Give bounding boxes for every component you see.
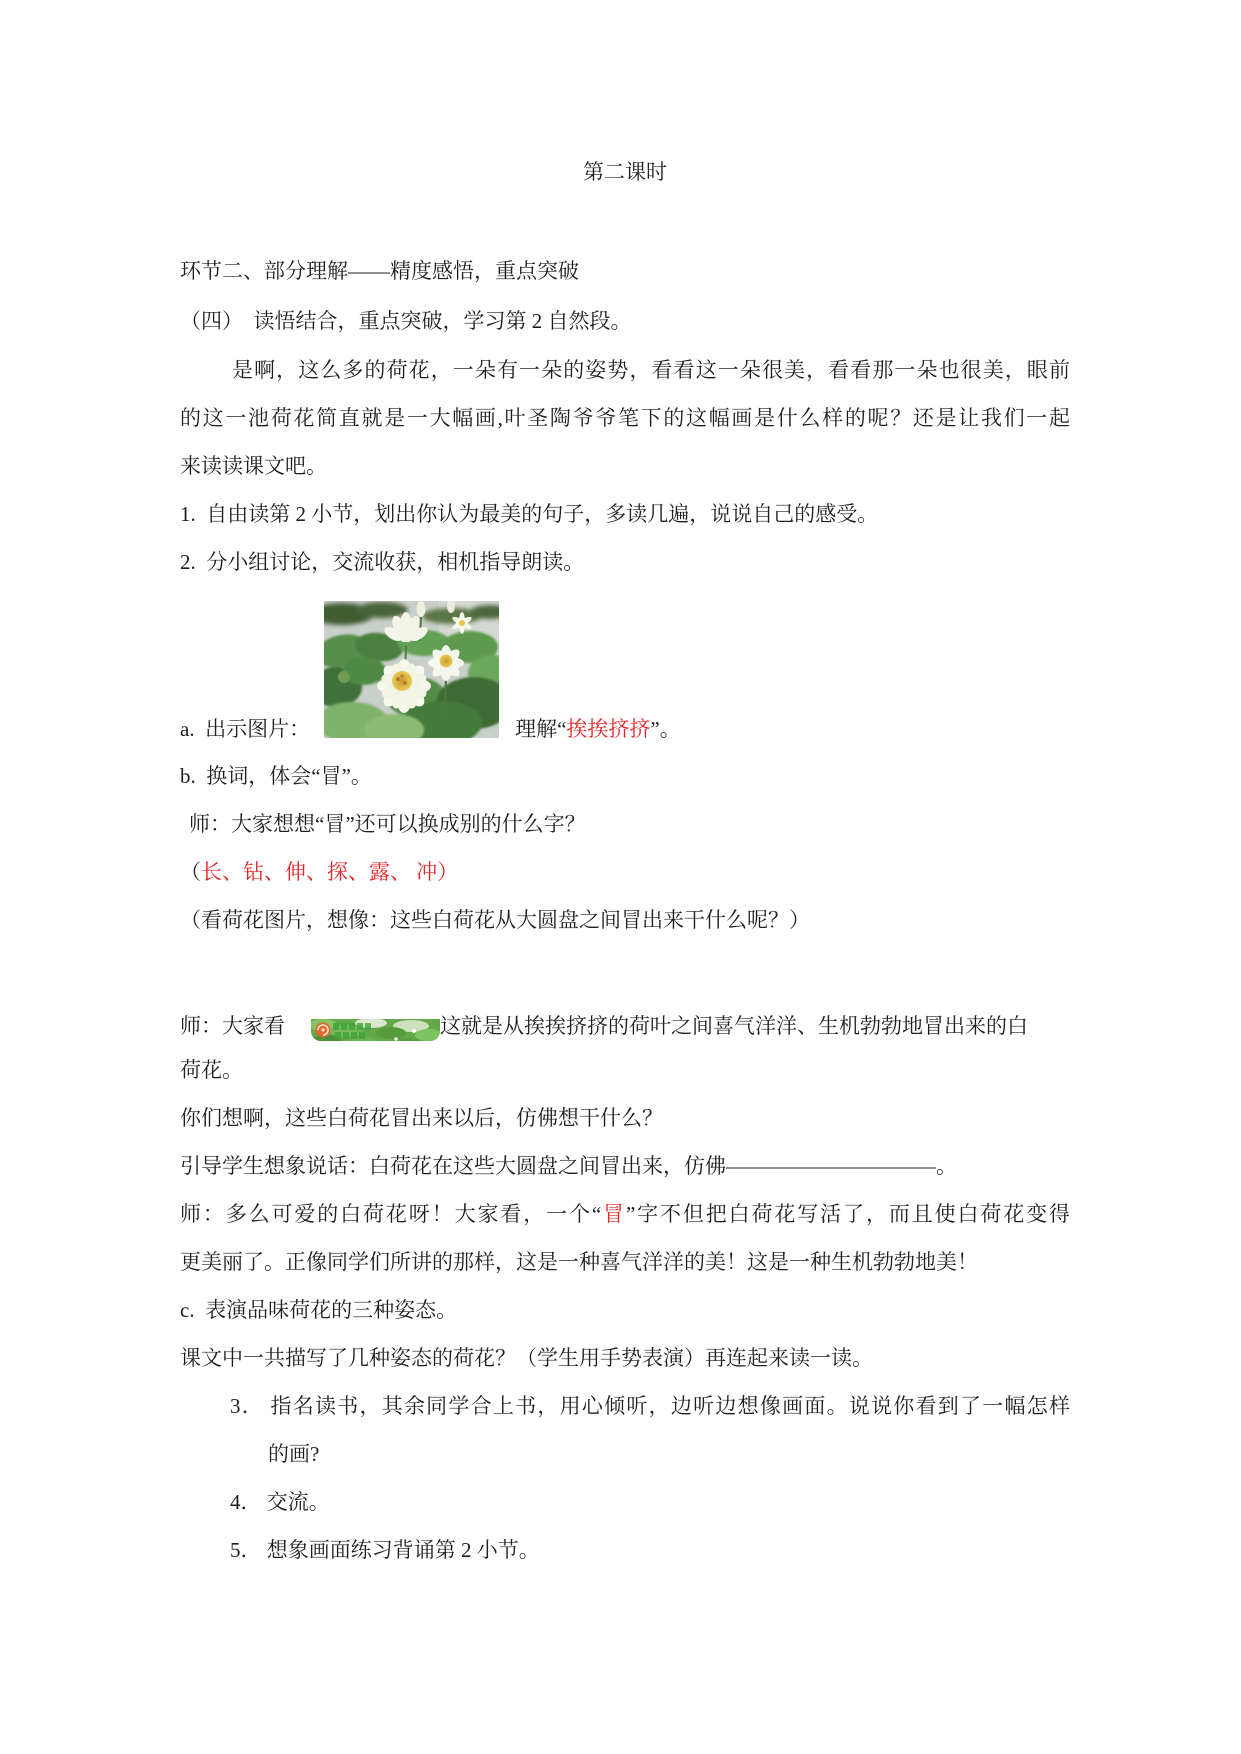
teacher-look-suffix: 这就是从挨挨挤挤的荷叶之间喜气洋洋、生机勃勃地冒出来的白 <box>440 1014 1028 1038</box>
posture-question-line: 课文中一共描写了几种姿态的荷花？（学生用手势表演）再连起来读一读。 <box>180 1346 873 1370</box>
teacher-praise-line <box>180 1190 1070 1238</box>
red-term-aiaijiji: 挨挨挤挤 <box>566 717 651 741</box>
teacher-praise-line-2: 更美丽了。正像同学们所讲的那样，这是一种喜气洋洋的美！这是一种生机勃勃地美！ <box>180 1250 978 1274</box>
item-a-suffix: ”。 <box>650 717 681 741</box>
paragraph-line: 的这一池荷花简直就是一大幅画,叶圣陶爷爷笔下的这幅画是什么样的呢？还是让我们一起 <box>180 406 1070 430</box>
teacher-look-line <box>180 953 1070 1038</box>
teacher-look-prefix: 师：大家看 <box>180 1014 285 1038</box>
numbered-step-3-wrap: 的画? <box>268 1442 320 1466</box>
numbered-step-4: 4． 交流。 <box>230 1490 330 1514</box>
teacher-question-line: 师：大家想想“冒”还可以换成别的什么字？ <box>189 812 586 836</box>
red-answer-words: 长、钻、伸、探、露、 冲） <box>201 860 459 884</box>
numbered-step-1: 1. 自由读第 2 小节，划出你认为最美的句子，多读几遍，说说自己的感受。 <box>180 502 879 526</box>
look-picture-line: （看荷花图片，想像：这些白荷花从大圆盘之间冒出来干什么呢？） <box>180 908 810 932</box>
numbered-step-5: 5． 想象画面练习背诵第 2 小节。 <box>230 1538 540 1562</box>
paren-open: （ <box>180 860 201 884</box>
paragraph-line: 来读读课文吧。 <box>180 454 327 478</box>
page-title: 第二课时 <box>583 160 667 184</box>
answer-words-line <box>180 848 1070 896</box>
praise-prefix: 师：多么可爱的白荷花呀！大家看，一个“ <box>180 1202 602 1226</box>
lotus-photo-small <box>311 959 440 1041</box>
think-question-line: 你们想啊，这些白荷花冒出来以后，仿佛想干什么？ <box>180 1106 663 1130</box>
subsection-item-4: （四） 读悟结合，重点突破，学习第 2 自然段。 <box>180 309 632 333</box>
paragraph-line: 是啊，这么多的荷花，一朵有一朵的姿势，看看这一朵很美，看看那一朵也很美，眼前 <box>232 358 1070 382</box>
lettered-item-b: b. 换词，体会“冒”。 <box>180 764 372 788</box>
lettered-item-c: c. 表演品味荷花的三种姿态。 <box>180 1298 458 1322</box>
red-term-mao: 冒 <box>601 1202 626 1226</box>
lettered-item-a-line <box>180 601 1070 741</box>
item-a-prefix: a. 出示图片： <box>180 717 311 741</box>
guide-imagine-line: 引导学生想象说话：白荷花在这些大圆盘之间冒出来，仿佛——————————。 <box>180 1154 957 1178</box>
item-a-mid: 理解“ <box>515 717 567 741</box>
numbered-step-2: 2. 分小组讨论，交流收获，相机指导朗读。 <box>180 550 585 574</box>
numbered-step-3: 3． 指名读书，其余同学合上书，用心倾听，边听边想像画面。说说你看到了一幅怎样 <box>230 1394 1070 1418</box>
praise-suffix: ”字不但把白荷花写活了，而且使白荷花变得 <box>625 1202 1070 1226</box>
lotus-photo-large <box>324 601 499 738</box>
section-heading: 环节二、部分理解——精度感悟，重点突破 <box>180 259 579 283</box>
paragraph-line: 荷花。 <box>180 1058 243 1082</box>
